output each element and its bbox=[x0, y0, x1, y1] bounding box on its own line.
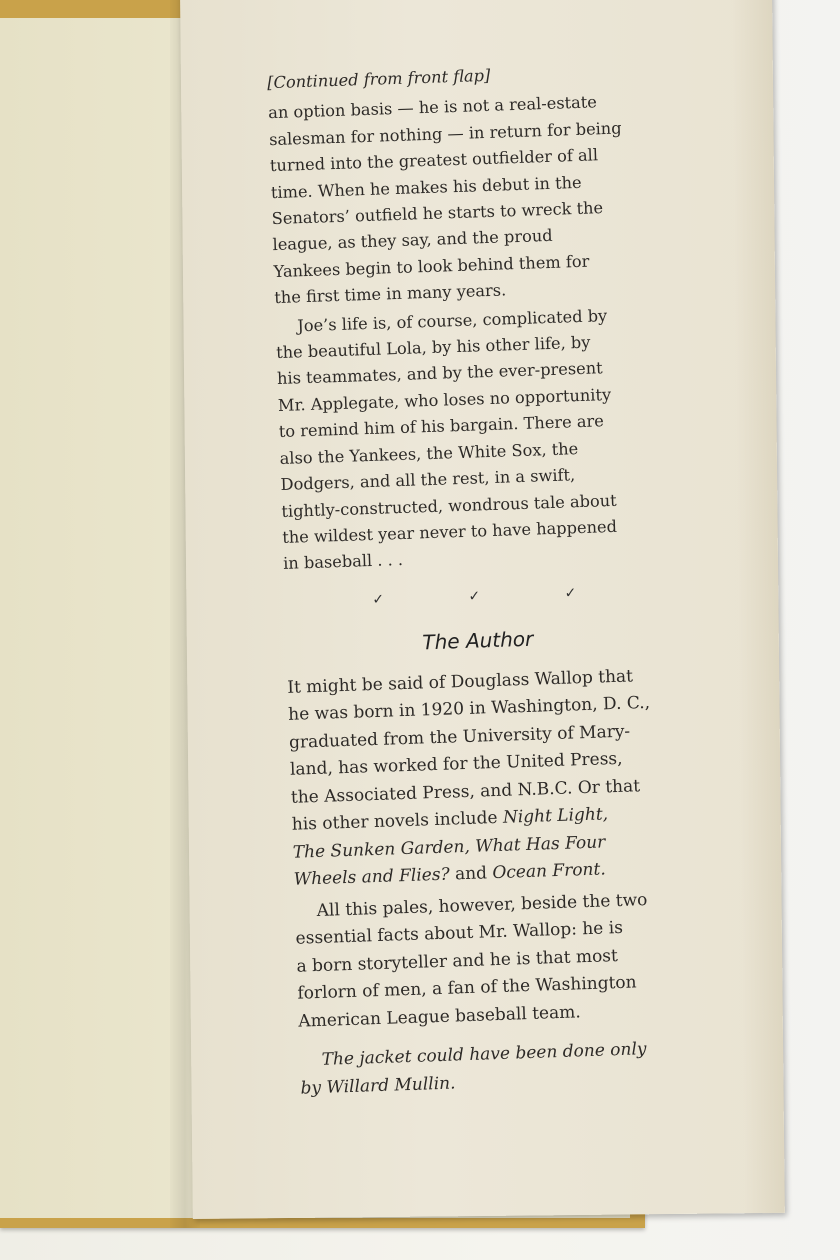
text-line: turned into the greatest outfielder of all bbox=[269, 145, 599, 176]
text-segment: and bbox=[449, 863, 493, 885]
author-paragraph-2 bbox=[294, 886, 682, 1036]
book-title-ocean-front: Ocean Front. bbox=[492, 859, 607, 884]
text-line: the Associated Press, and N.B.C. Or that bbox=[290, 775, 641, 808]
text-line: an option basis — he is not a real-estate bbox=[267, 92, 598, 123]
text-line: tightly-constructed, wondrous tale about bbox=[281, 490, 617, 521]
text-line: salesman for nothing — in return for being bbox=[268, 118, 622, 149]
flap-text-block bbox=[267, 57, 685, 1102]
synopsis-paragraph-2 bbox=[275, 301, 668, 578]
synopsis-paragraph-1 bbox=[268, 88, 659, 312]
text-line: Yankees begin to look behind them for bbox=[273, 251, 590, 281]
text-line: in baseball . . . bbox=[282, 550, 404, 574]
author-bio bbox=[287, 662, 685, 1103]
text-line: time. When he makes his debut in the bbox=[270, 172, 582, 202]
text-line: forlorn of men, a fan of the Washington bbox=[297, 972, 637, 1004]
text-line: the wildest year never to have happened bbox=[282, 516, 618, 547]
text-line: Joe’s life is, of course, complicated by bbox=[296, 305, 608, 335]
text-line: the first time in many years. bbox=[274, 280, 507, 308]
text-line: also the Yankees, the White Sox, the bbox=[279, 438, 579, 468]
jacket-credit bbox=[299, 1035, 685, 1103]
text-line: league, as they say, and the proud bbox=[272, 226, 553, 255]
author-paragraph-1 bbox=[287, 662, 678, 895]
text-line: Mr. Applegate, who loses no opportunity bbox=[277, 384, 612, 415]
text-line: graduated from the University of Mary- bbox=[288, 721, 631, 753]
text-line: land, has worked for the United Press, bbox=[289, 748, 623, 780]
author-heading: The Author bbox=[422, 626, 534, 655]
text-line: by Willard Mullin. bbox=[300, 1073, 456, 1099]
book-title-night-light: Night Light, bbox=[502, 804, 609, 828]
text-line: American League baseball team. bbox=[298, 1001, 582, 1032]
text-line: essential facts about Mr. Wallop: he is bbox=[295, 917, 624, 949]
dust-jacket-back-flap bbox=[180, 0, 785, 1219]
text-line: All this pales, however, beside the two bbox=[316, 889, 648, 921]
continued-note: [Continued from front flap] bbox=[266, 65, 491, 93]
book-title-wheels: Wheels and Flies? bbox=[293, 864, 450, 890]
text-line: he was born in 1920 in Washington, D. C., bbox=[287, 692, 651, 725]
text-line: a born storyteller and he is that most bbox=[296, 945, 619, 977]
book-titles-line: The Sunken Garden, What Has Four bbox=[292, 831, 606, 863]
text-line: The jacket could have been done only bbox=[321, 1039, 647, 1070]
text-line: It might be said of Douglass Wallop that bbox=[286, 665, 634, 698]
text-line: his teammates, and by the ever-present bbox=[276, 358, 603, 389]
text-line: Senators’ outfield he starts to wreck the bbox=[271, 198, 604, 229]
text-line: to remind him of his bargain. There are bbox=[278, 411, 605, 442]
ornament-divider: ✓ ✓ ✓ bbox=[372, 583, 617, 608]
text-line: Dodgers, and all the rest, in a swift, bbox=[280, 465, 576, 495]
text-segment: his other novels include bbox=[291, 807, 504, 835]
text-line: the beautiful Lola, by his other life, by bbox=[275, 332, 591, 363]
